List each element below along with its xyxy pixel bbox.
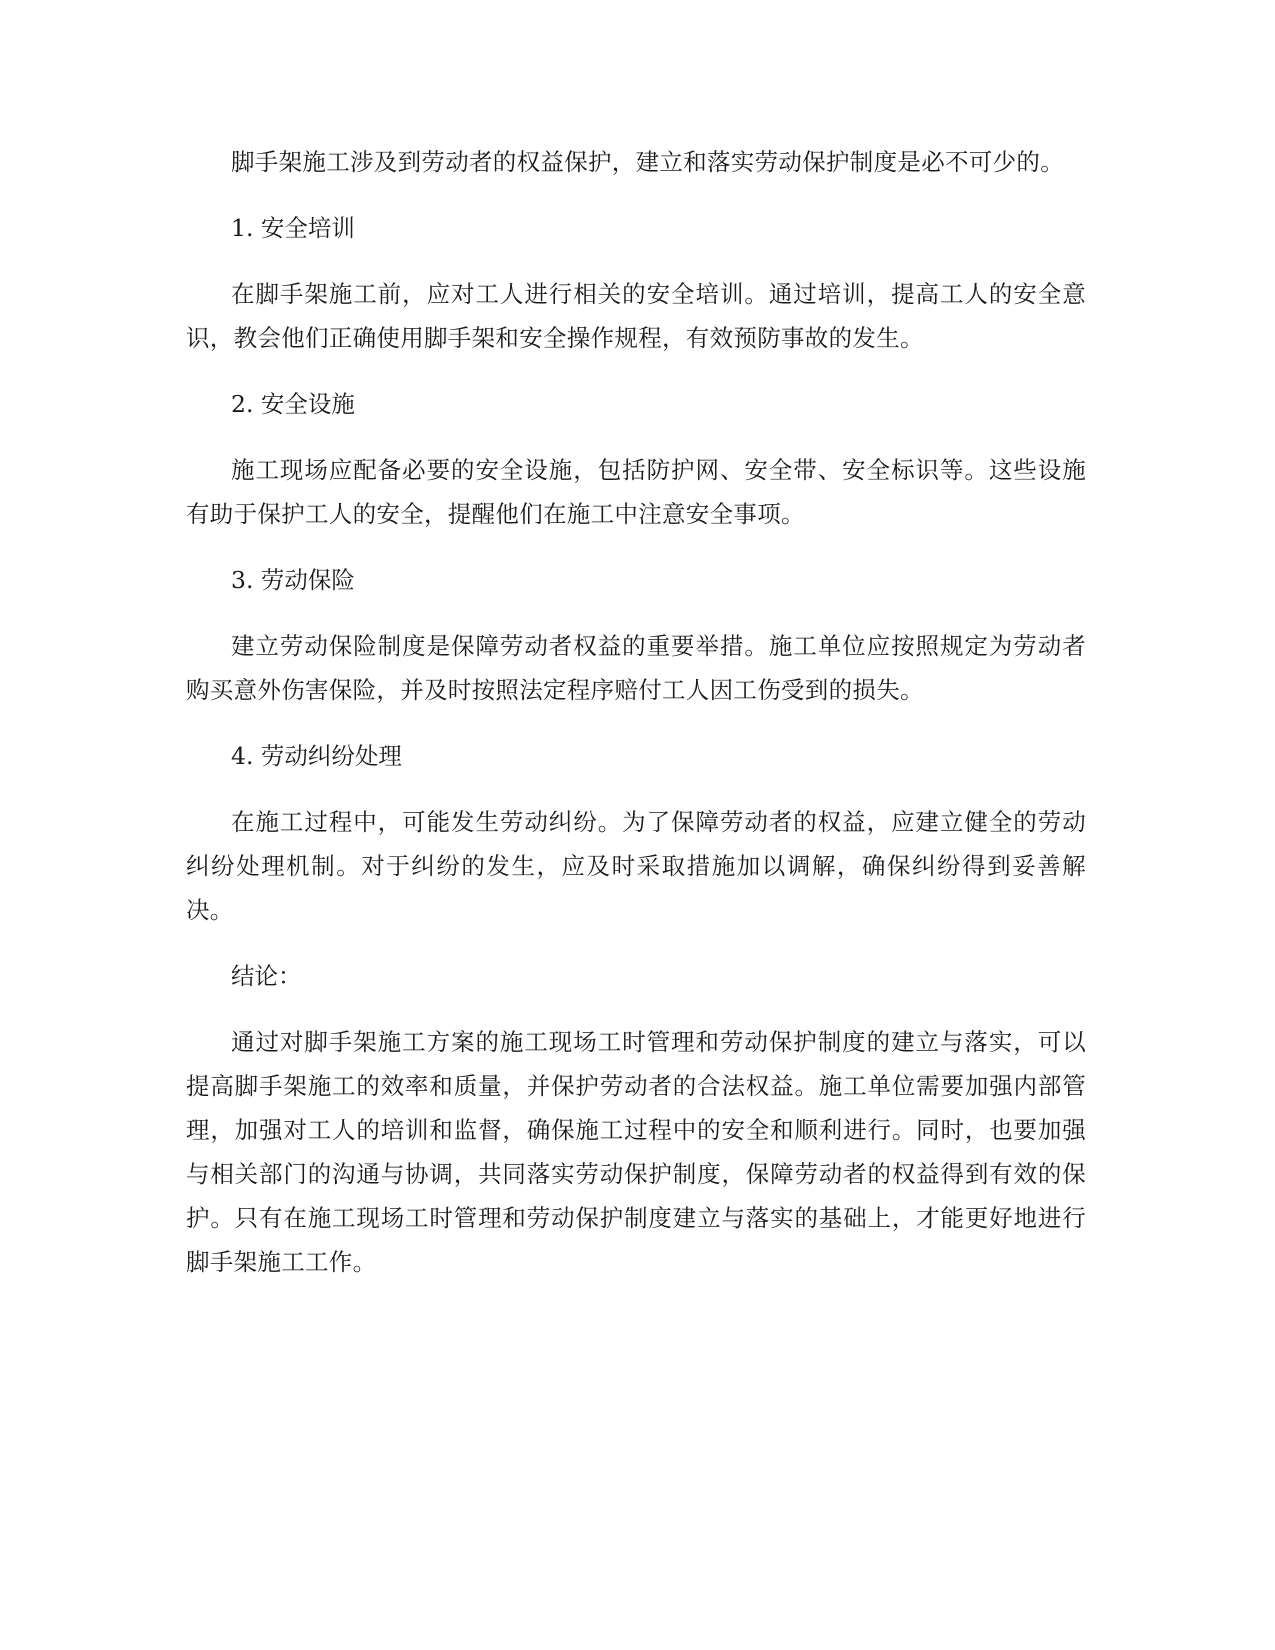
intro-paragraph: 脚手架施工涉及到劳动者的权益保护，建立和落实劳动保护制度是必不可少的。	[231, 148, 1064, 176]
document-page	[186, 140, 1086, 1306]
section-body-safety-facilities: 施工现场应配备必要的安全设施，包括防护网、安全带、安全标识等。这些设施有助于保护工人的安全，提醒他们在施工中注意安全事项。	[186, 456, 1086, 528]
section-heading-safety-training: 1. 安全培训	[231, 214, 355, 242]
section-body-safety-training: 在脚手架施工前，应对工人进行相关的安全培训。通过培训，提高工人的安全意识，教会他们正确使用脚手架和安全操作规程，有效预防事故的发生。	[186, 280, 1086, 352]
section-body-labor-insurance: 建立劳动保险制度是保障劳动者权益的重要举措。施工单位应按照规定为劳动者购买意外伤害保险，并及时按照法定程序赔付工人因工伤受到的损失。	[186, 632, 1086, 704]
conclusion-body: 通过对脚手架施工方案的施工现场工时管理和劳动保护制度的建立与落实，可以提高脚手架施工的效率和质量，并保护劳动者的合法权益。施工单位需要加强内部管理，加强对工人的培训和监督，确保施工过程中的安全和顺利进行。同时，也要加强与相关部门的沟通与协调，共同落实劳动保护制度，保障劳动者的权益得到有效的保护。只有在施工现场工时管理和劳动保护制度建立与落实的基础上，才能更好地进行脚手架施工工作。	[186, 1028, 1086, 1276]
section-body-labor-dispute: 在施工过程中，可能发生劳动纠纷。为了保障劳动者的权益，应建立健全的劳动纠纷处理机制。对于纠纷的发生，应及时采取措施加以调解，确保纠纷得到妥善解决。	[186, 808, 1086, 924]
section-heading-safety-facilities: 2. 安全设施	[231, 390, 355, 418]
section-heading-labor-insurance: 3. 劳动保险	[231, 566, 355, 594]
section-heading-labor-dispute: 4. 劳动纠纷处理	[231, 742, 402, 770]
conclusion-heading: 结论：	[231, 962, 302, 990]
